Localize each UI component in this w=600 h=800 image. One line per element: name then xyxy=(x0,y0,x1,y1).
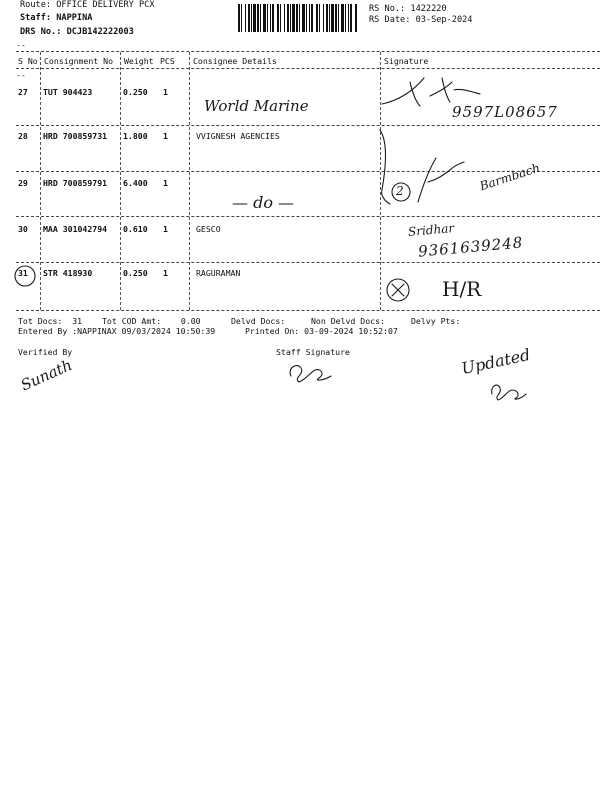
handwritten-consignee: World Marine xyxy=(204,97,309,115)
col-header-sno: S No xyxy=(18,56,38,66)
handwritten-phone: 9361639248 xyxy=(417,233,525,261)
cell-sno: 31 xyxy=(18,268,28,278)
barcode-bar xyxy=(323,4,324,32)
barcode-bar xyxy=(251,4,252,32)
col-header-consignee: Consignee Details xyxy=(193,56,277,66)
cell-sno: 30 xyxy=(18,224,28,234)
cell-pcs: 1 xyxy=(163,178,168,188)
barcode-bar xyxy=(341,4,344,32)
handwritten-receiver-name: Sridhar xyxy=(407,221,455,239)
barcode-bar xyxy=(306,4,307,32)
delivery-points: Delvy Pts: xyxy=(411,316,461,326)
cell-consignee: RAGURAMAN xyxy=(196,268,241,278)
route-text: Route: OFFICE DELIVERY PCX xyxy=(20,0,155,10)
handwritten-phone: 9597L08657 xyxy=(452,103,558,121)
barcode-bar xyxy=(329,4,330,32)
barcode-bar xyxy=(309,4,310,32)
barcode-bar xyxy=(335,4,337,32)
col-header-pcs: PCS xyxy=(160,56,175,66)
barcode-bar xyxy=(290,4,291,32)
staff-signature-scribble xyxy=(285,358,335,386)
col-header-signature: Signature xyxy=(384,56,429,66)
barcode-bar xyxy=(296,4,298,32)
col-divider xyxy=(189,52,190,310)
handwritten-note: H/R xyxy=(442,277,482,301)
entered-by: Entered By :NAPPINAX 09/03/2024 10:50:39 xyxy=(18,326,216,336)
delivered-docs: Delvd Docs: xyxy=(231,316,286,326)
barcode-bar xyxy=(270,4,271,32)
barcode xyxy=(238,4,358,32)
table-top-rule xyxy=(16,51,600,52)
rs-date: RS Date: 03-Sep-2024 xyxy=(369,15,473,25)
barcode-bar xyxy=(319,4,320,32)
cell-pcs: 1 xyxy=(163,268,168,278)
cell-weight: 1.800 xyxy=(123,131,148,141)
cell-sno: 28 xyxy=(18,131,28,141)
cell-weight: 0.250 xyxy=(123,268,148,278)
total-docs: Tot Docs: 31 xyxy=(18,316,83,326)
cell-pcs: 1 xyxy=(163,131,168,141)
total-cod-amount: Tot COD Amt: 0.00 xyxy=(102,316,201,326)
col-divider xyxy=(120,52,121,310)
barcode-bar xyxy=(326,4,328,32)
barcode-bar xyxy=(302,4,305,32)
handwritten-circled-number: 2 xyxy=(396,184,404,198)
cell-consignment: MAA 301042794 xyxy=(43,224,108,234)
non-delivered-docs: Non Delvd Docs: xyxy=(311,316,385,326)
signature-scribbles xyxy=(380,72,600,312)
rs-number: RS No.: 1422220 xyxy=(369,4,447,14)
barcode-bar xyxy=(350,4,352,32)
barcode-bar xyxy=(248,4,250,32)
cell-consignment: TUT 904423 xyxy=(43,87,93,97)
barcode-bar xyxy=(348,4,349,32)
barcode-bar xyxy=(311,4,313,32)
cell-weight: 6.400 xyxy=(123,178,148,188)
updated-initials-scribble xyxy=(488,380,528,402)
barcode-bar xyxy=(280,4,281,32)
circle-mark xyxy=(14,264,44,294)
cell-consignee: GESCO xyxy=(196,224,221,234)
barcode-bar xyxy=(316,4,318,32)
cell-sno: 27 xyxy=(18,87,28,97)
drs-number: DRS No.: DCJB142222003 xyxy=(20,27,134,37)
staff-signature-label: Staff Signature xyxy=(276,347,350,357)
cell-weight: 0.250 xyxy=(123,87,148,97)
table-top-marker: -- xyxy=(16,40,26,50)
col-header-consignment: Consignment No xyxy=(44,56,114,66)
cell-consignee: VVIGNESH AGENCIES xyxy=(196,131,280,141)
barcode-bar xyxy=(263,4,266,32)
barcode-bar xyxy=(331,4,334,32)
barcode-bar xyxy=(241,4,242,32)
cell-sno: 29 xyxy=(18,178,28,188)
barcode-bar xyxy=(260,4,261,32)
barcode-graphic xyxy=(238,4,358,32)
barcode-bar xyxy=(238,4,240,32)
staff-text: Staff: NAPPINA xyxy=(20,13,93,23)
barcode-bar xyxy=(257,4,259,32)
barcode-bar xyxy=(267,4,268,32)
barcode-bar xyxy=(345,4,346,32)
barcode-bar xyxy=(272,4,274,32)
verified-by-label: Verified By xyxy=(18,347,73,357)
handwritten-ditto: — do — xyxy=(232,193,295,212)
handwritten-signature: Barmbach xyxy=(478,160,542,194)
cell-weight: 0.610 xyxy=(123,224,148,234)
barcode-bar xyxy=(287,4,289,32)
barcode-bar xyxy=(277,4,279,32)
barcode-bar xyxy=(299,4,300,32)
barcode-bar xyxy=(338,4,339,32)
printed-on: Printed On: 03-09-2024 10:52:07 xyxy=(245,326,398,336)
cell-consignment: HRD 700859731 xyxy=(43,131,108,141)
barcode-bar xyxy=(253,4,256,32)
barcode-bar xyxy=(245,4,246,32)
handwritten-updated: Updated xyxy=(459,344,532,379)
verified-signature: Sunath xyxy=(18,355,75,395)
cell-consignment: STR 418930 xyxy=(43,268,93,278)
barcode-bar xyxy=(284,4,285,32)
barcode-bar xyxy=(355,4,357,32)
cell-pcs: 1 xyxy=(163,224,168,234)
row-marker: -- xyxy=(16,70,26,80)
cell-consignment: HRD 700859791 xyxy=(43,178,108,188)
cell-pcs: 1 xyxy=(163,87,168,97)
col-header-weight: Weight xyxy=(124,56,154,66)
header-rule xyxy=(16,68,600,69)
barcode-bar xyxy=(292,4,295,32)
